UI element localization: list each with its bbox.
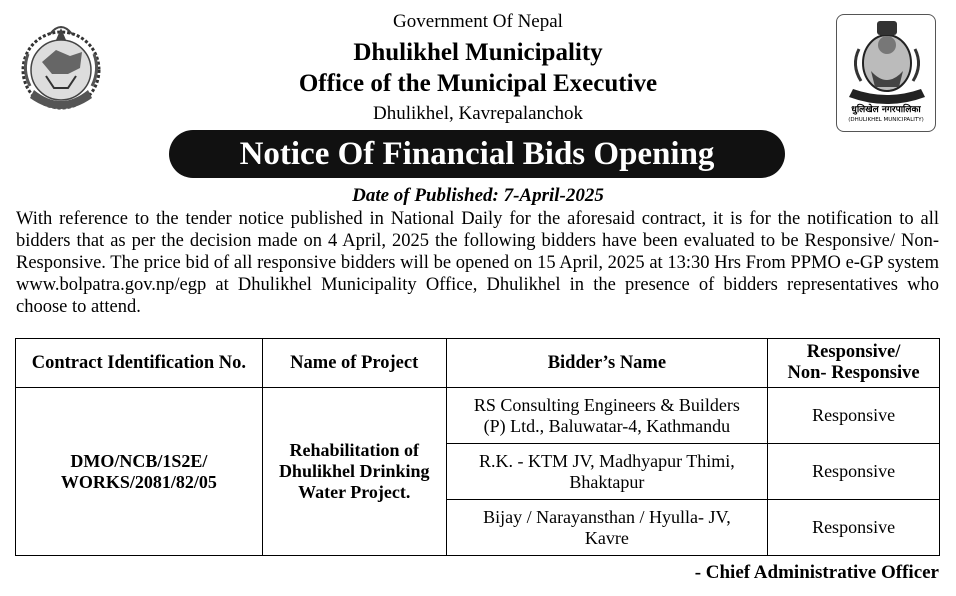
- location-text: Dhulikhel, Kavrepalanchok: [373, 103, 583, 124]
- header-status: [768, 339, 940, 388]
- bidder-line2: (P) Ltd., Baluwatar-4, Kathmandu: [483, 415, 731, 436]
- status-cell: Responsive: [768, 444, 940, 500]
- logo-caption-english: (DHULIKHEL MUNICIPALITY): [848, 117, 924, 123]
- municipality-title: Dhulikhel Municipality: [353, 39, 603, 66]
- project-line3: Water Project.: [298, 482, 411, 502]
- office-title: Office of the Municipal Executive: [298, 70, 658, 97]
- bidder-line1: R.K. - KTM JV, Madhyapur Thimi,: [478, 450, 735, 471]
- government-title: Government Of Nepal: [393, 11, 563, 32]
- notice-title-banner: Notice Of Financial Bids Opening: [169, 130, 785, 178]
- bids-table: [15, 338, 940, 556]
- published-date: Date of Published: 7-April-2025: [352, 185, 604, 206]
- header-project: Name of Project: [262, 339, 446, 388]
- project-line2: Dhulikhel Drinking: [278, 461, 430, 481]
- header-status-line1: Responsive/: [806, 342, 901, 362]
- header-bidder: Bidder’s Name: [446, 339, 768, 388]
- status-cell: Responsive: [768, 500, 940, 556]
- status-cell: Responsive: [768, 388, 940, 444]
- bidder-line1: Bijay / Narayansthan / Hyulla- JV,: [483, 506, 731, 527]
- bidder-line2: Kavre: [584, 527, 629, 548]
- signature-line: - Chief Administrative Officer: [694, 562, 939, 583]
- bidder-cell: [446, 500, 768, 556]
- header-status-line2: Non- Responsive: [787, 363, 920, 383]
- table-row: [16, 388, 940, 444]
- header-contract-id: Contract Identification No.: [16, 339, 263, 388]
- project-line1: Rehabilitation of: [289, 440, 419, 460]
- bidder-line2: Bhaktapur: [569, 471, 645, 492]
- bidder-line1: RS Consulting Engineers & Builders: [473, 394, 740, 415]
- notice-body-paragraph: With reference to the tender notice published in National Daily for the aforesaid contract, it is for the notification to all bidders that as per the decision made on 4 April, 2025 the following bidders have been evaluated to be Responsive/ Non-Responsive. The price bid of all responsive bidders will be opened on 15 April, 2025 at 13:30 Hrs From PPMO e-GP system www.bolpatra.gov.np/egp at Dhulikhel Municipality Office, Dhulikhel in the presence of bidders representatives who choose to attend.: [16, 209, 939, 317]
- notice-body: [16, 208, 939, 318]
- table-header-row: [16, 339, 940, 388]
- logo-caption-nepali: धुलिखेल नगरपालिका: [851, 105, 921, 115]
- bidder-cell: [446, 388, 768, 444]
- bidder-cell: [446, 444, 768, 500]
- contract-id-cell: [16, 388, 263, 556]
- contract-id-line2: WORKS/2081/82/05: [60, 471, 217, 492]
- project-name-cell: [262, 388, 446, 556]
- contract-id-line1: DMO/NCB/1S2E/: [70, 450, 208, 471]
